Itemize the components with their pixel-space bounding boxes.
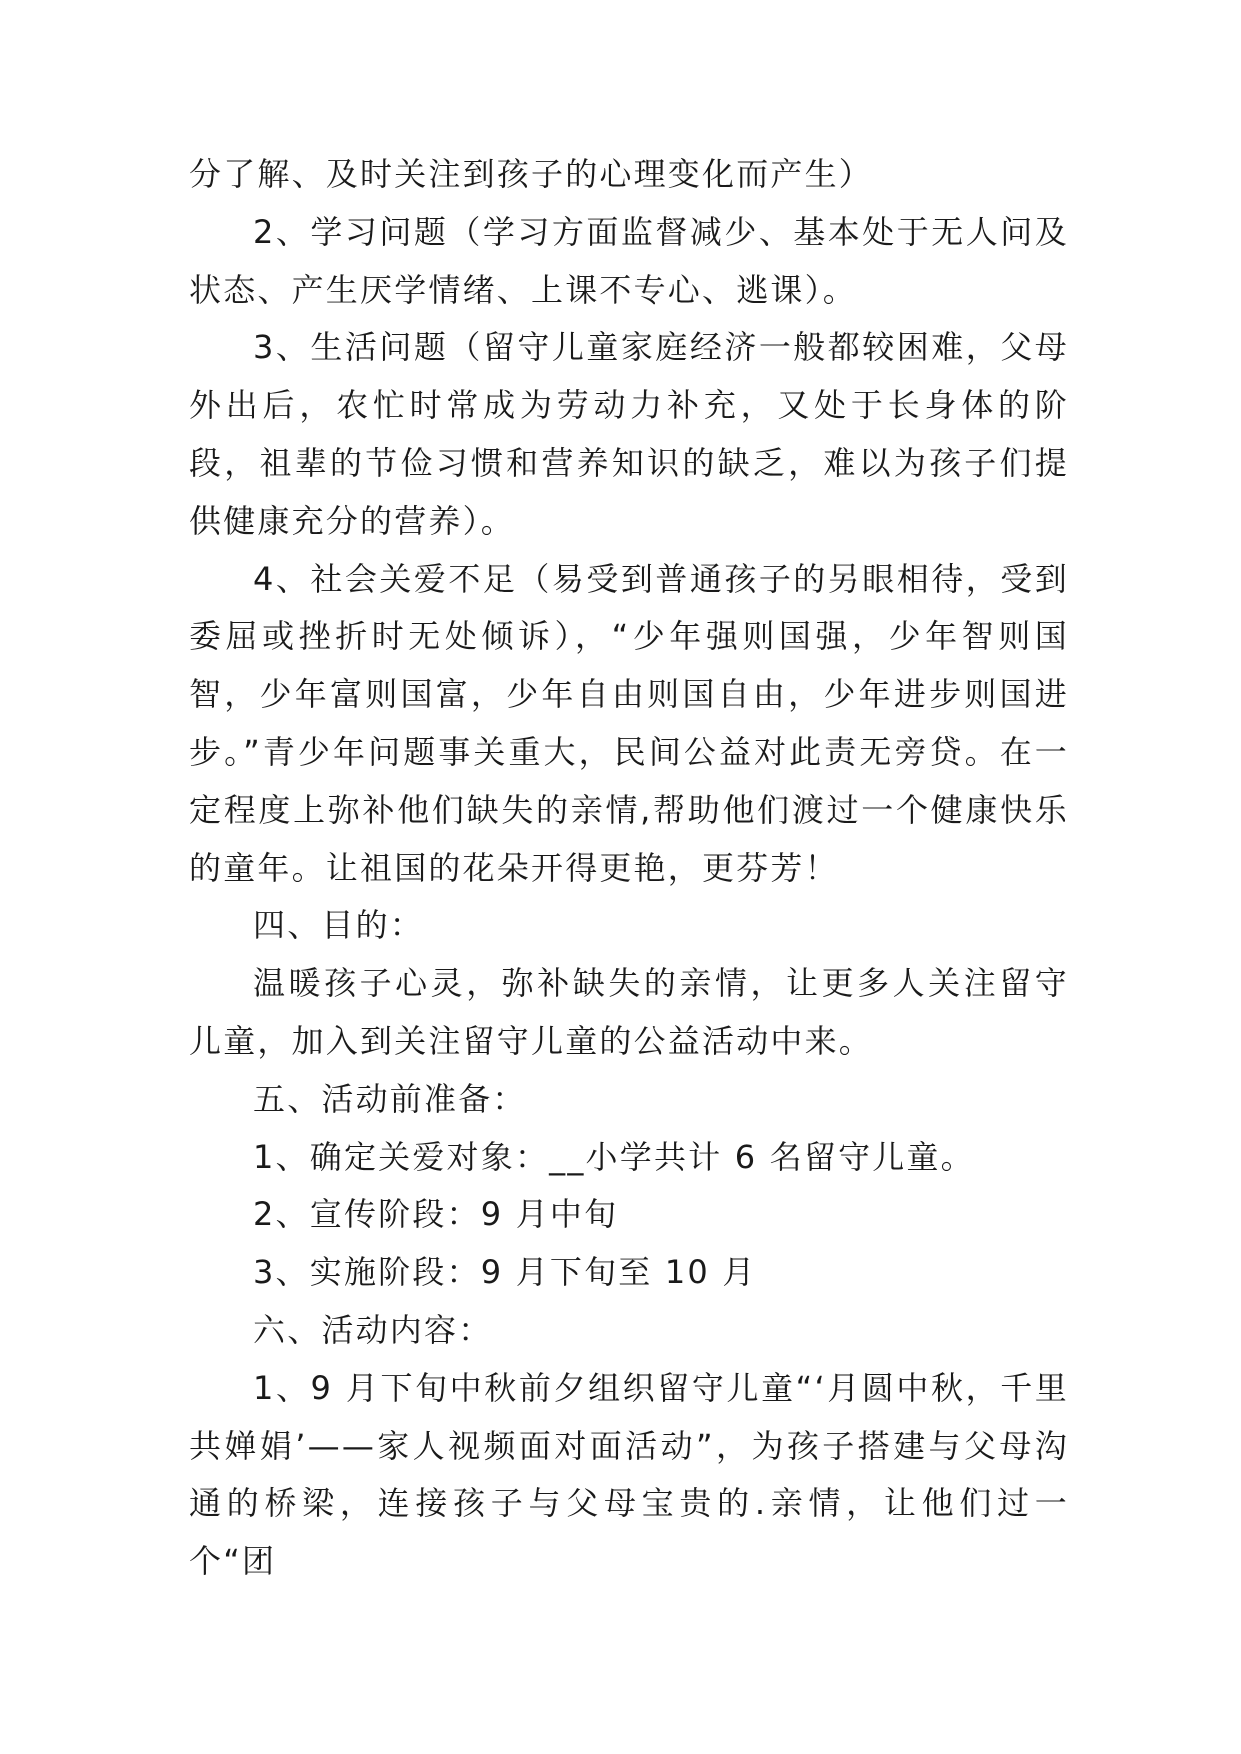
paragraph-living-problem: 3、生活问题（留守儿童家庭经济一般都较困难，父母外出后，农忙时常成为劳动力补充，又处于长身体的阶段，祖辈的节俭习惯和营养知识的缺乏，难以为孩子们提供健康充分的营养）。	[189, 328, 1069, 540]
paragraph-continuation: 分了解、及时关注到孩子的心理变化而产生）	[189, 155, 874, 193]
paragraph-activity-1: 1、9 月下旬中秋前夕组织留守儿童“‘月圆中秋，千里共婵娟’——家人视频面对面活动”，为孩子搭建与父母沟通的桥梁，连接孩子与父母宝贵的.亲情，让他们过一个“团	[189, 1368, 1069, 1581]
paragraph-purpose: 温暖孩子心灵，弥补缺失的亲情，让更多人关注留守儿童，加入到关注留守儿童的公益活动中来。	[189, 964, 1069, 1060]
list-item-implementation: 3、实施阶段：9 月下旬至 10 月	[253, 1253, 757, 1292]
heading-purpose: 四、目的：	[253, 906, 425, 945]
heading-activity-content: 六、活动内容：	[253, 1310, 493, 1349]
list-item-publicity: 2、宣传阶段：9 月中旬	[253, 1195, 619, 1234]
heading-preparation: 五、活动前准备：	[253, 1079, 527, 1118]
list-item-target: 1、确定关爱对象：__小学共计 6 名留守儿童。	[253, 1137, 975, 1176]
paragraph-social-care: 4、社会关爱不足（易受到普通孩子的另眼相待，受到委屈或挫折时无处倾诉），“少年强则国强，少年智则国智，少年富则国富，少年自由则国自由，少年进步则国进步。”青少年问题事关重大，民间公益对此责无旁贷。在一定程度上弥补他们缺失的亲情,帮助他们渡过一个健康快乐的童年。让祖国的花朵开得更艳，更芬芳！	[189, 559, 1069, 887]
document-body	[189, 146, 1069, 1591]
paragraph-learning-problem: 2、学习问题（学习方面监督减少、基本处于无人问及状态、产生厌学情绪、上课不专心、逃课）。	[189, 212, 1069, 309]
